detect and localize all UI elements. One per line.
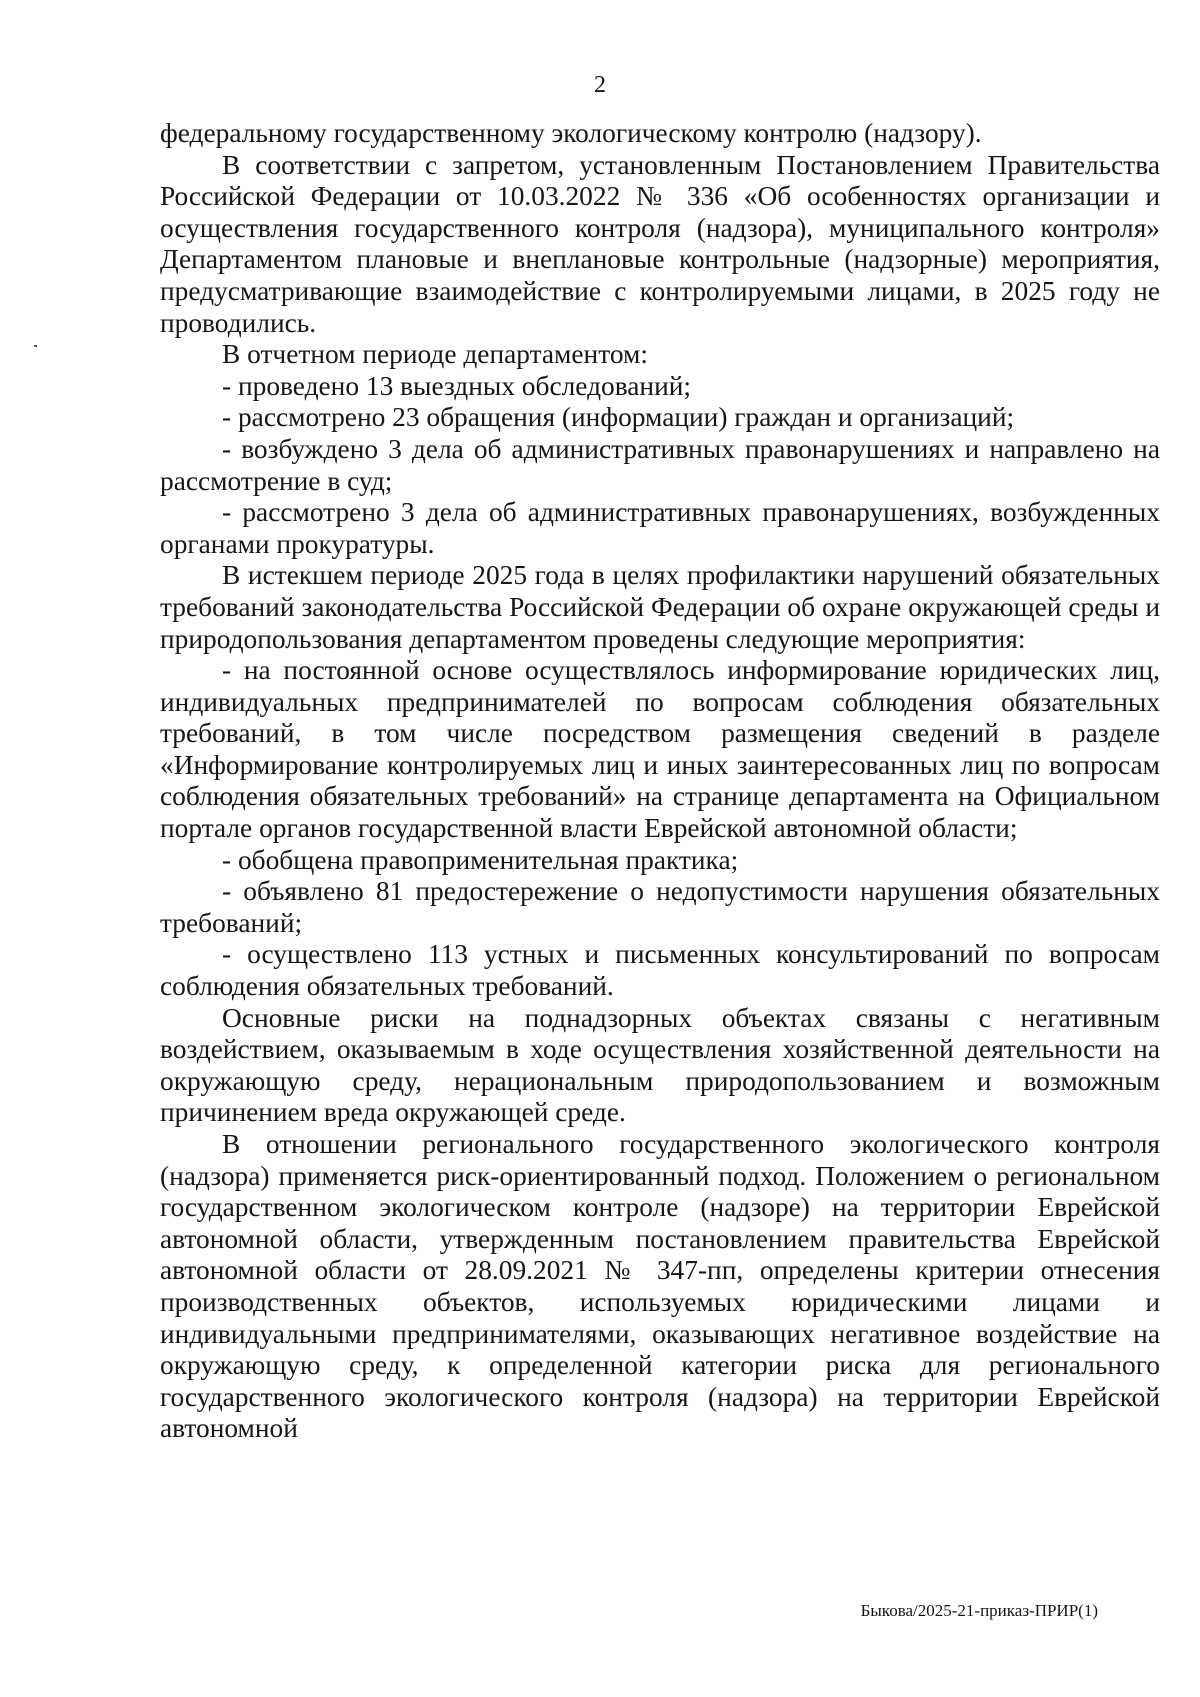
paragraph: В отчетном периоде департаментом: xyxy=(222,339,648,370)
paragraph: - рассмотрено 3 дела об административных правонарушениях, возбужденных органами прокуратуры. xyxy=(160,497,1160,559)
paragraph: - рассмотрено 23 обращения (информации) граждан и организаций; xyxy=(222,402,1015,433)
paragraph: Основные риски на поднадзорных объектах связаны с негативным воздействием, оказываемым в ходе осуществления хозяйственной деятельности на окружающую среду, нерациональным природопользованием и возможным причинением вреда окружающей среде. xyxy=(160,1002,1160,1128)
document-body xyxy=(160,118,1160,1445)
document-reference: Быкова/2025-21-приказ-ПРИР(1) xyxy=(860,1601,1098,1620)
paragraph: - объявлено 81 предостережение о недопустимости нарушения обязательных требований; xyxy=(160,876,1160,938)
paragraph: В отношении регионального государственного экологического контроля (надзора) применяется риск-ориентированный подход. Положением о региональном государственном экологическом контроле (надзоре) на территории Еврейской автономной области, утвержденным постановлением правительства Еврейской автономной области от 28.09.2021 № 347-пп, определены критерии отнесения производственных объектов, используемых юридическими лицами и индивидуальными предпринимателями, оказывающих негативное воздействие на окружающую среду, к определенной категории риска для регионального государственного экологического контроля (надзора) на территории Еврейской автономной xyxy=(160,1129,1160,1444)
page-number: 2 xyxy=(594,72,606,98)
paragraph: - осуществлено 113 устных и письменных консультирований по вопросам соблюдения обязательных требований. xyxy=(160,939,1160,1002)
paragraph: - возбуждено 3 дела об административных правонарушениях и направлено на рассмотрение в суд; xyxy=(160,433,1160,496)
paragraph: - на постоянной основе осуществлялось информирование юридических лиц, индивидуальных предпринимателей по вопросам соблюдения обязательных требований, в том числе посредством размещения сведений в разделе «Информирование контролируемых лиц и иных заинтересованных лиц по вопросам соблюдения обязательных требований» на странице департамента на Официальном портале органов государственной власти Еврейской автономной области; xyxy=(160,655,1160,844)
paragraph: федеральному государственному экологическому контролю (надзору). xyxy=(160,118,982,148)
paragraph: В истекшем периоде 2025 года в целях профилактики нарушений обязательных требований законодательства Российской Федерации об охране окружающей среды и природопользования департаментом проведены следующие мероприятия: xyxy=(160,560,1160,654)
paragraph: - обобщена правоприменительная практика; xyxy=(222,844,739,875)
paragraph: - проведено 13 выездных обследований; xyxy=(222,370,692,401)
paragraph: В соответствии с запретом, установленным Постановлением Правительства Российской Федерации от 10.03.2022 № 336 «Об особенностях организации и осуществления государственного контроля (надзора), муниципального контроля» Департаментом плановые и внеплановые контрольные (надзорные) мероприятия, предусматривающие взаимодействие с контролируемыми лицами, в 2025 году не проводились. xyxy=(160,149,1160,338)
scan-speck xyxy=(34,345,37,347)
